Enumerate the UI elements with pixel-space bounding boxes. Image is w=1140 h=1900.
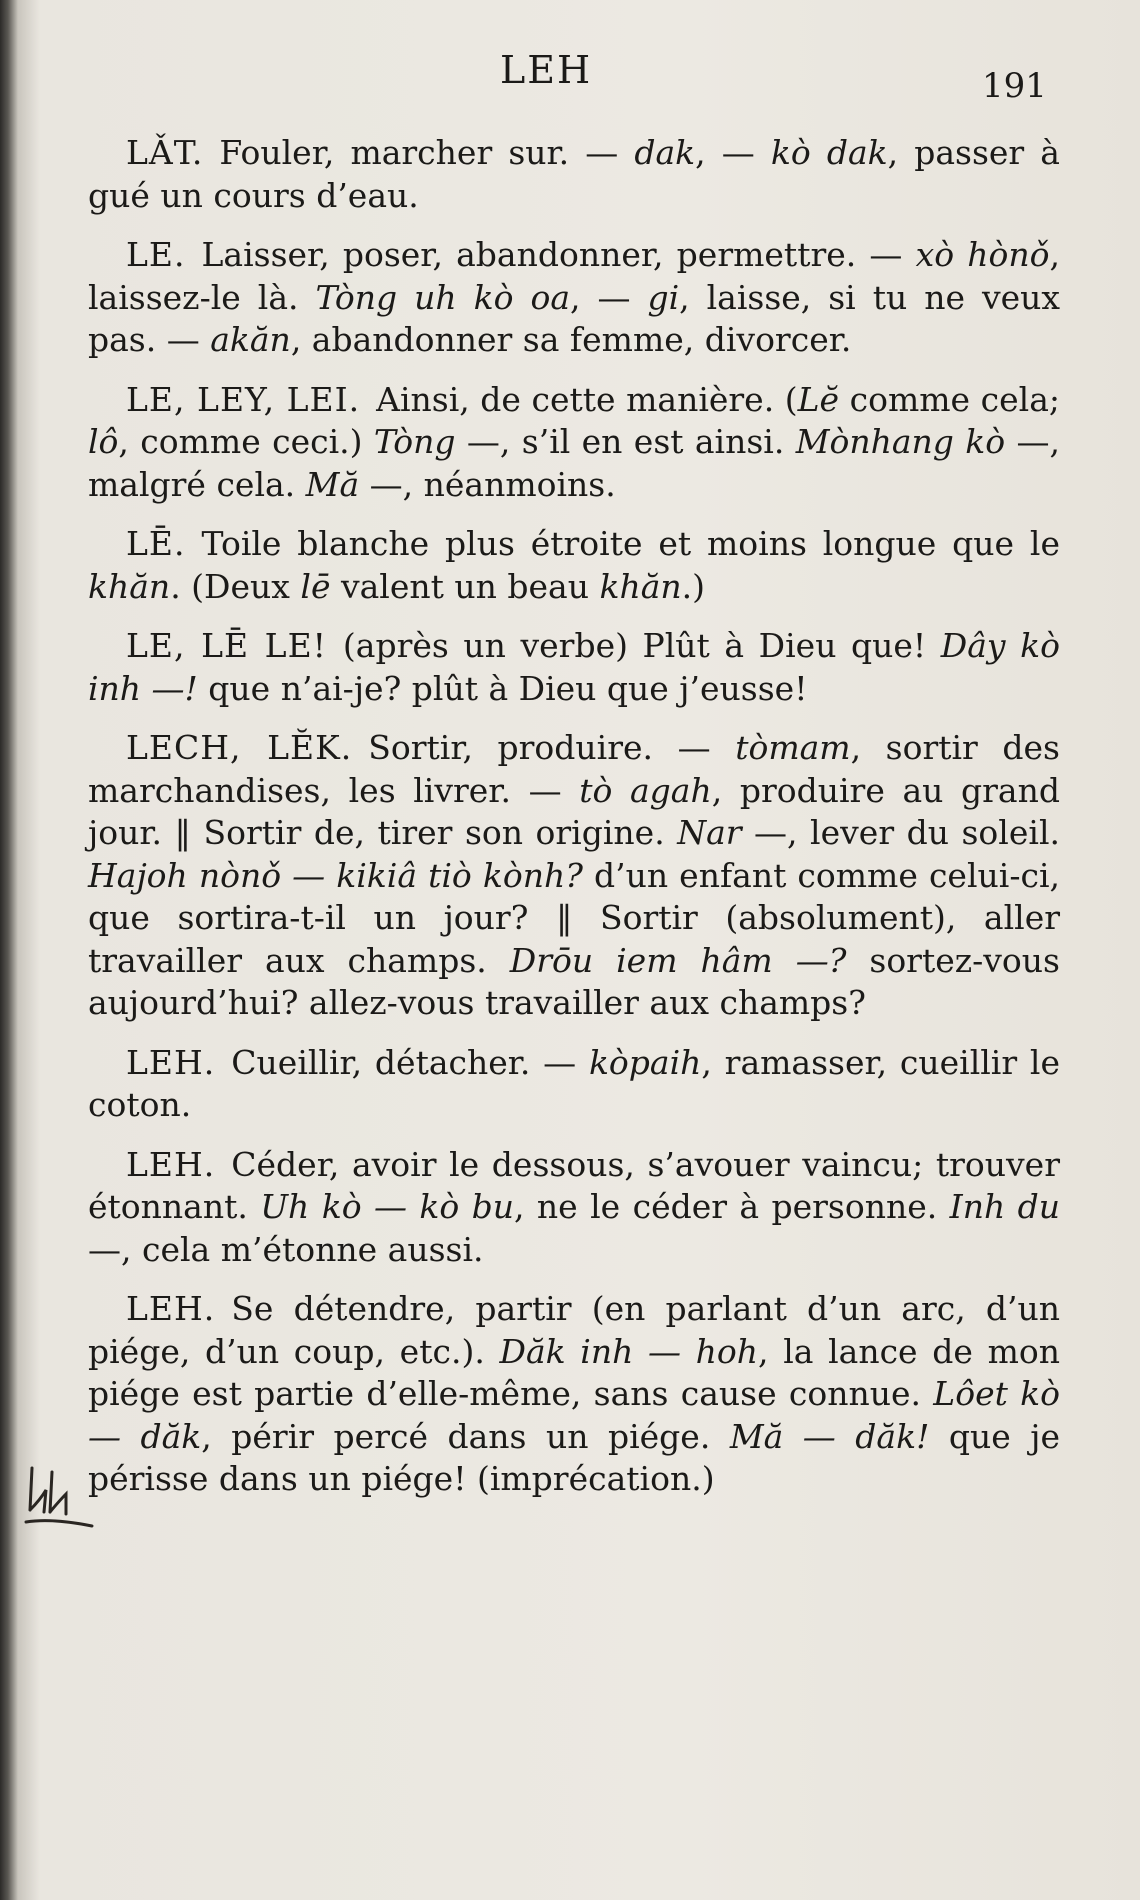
pencil-annotation-icon (22, 1460, 102, 1532)
entry-example: Nar (677, 813, 742, 852)
entry-definition: Céder, avoir le dessous, s’avouer vaincu; trouver étonnant. (88, 1144, 1060, 1226)
entry-example: tò agah (579, 770, 712, 810)
entry-headword: LǍT. (126, 133, 204, 172)
entry-example: akăn (210, 320, 291, 359)
handwritten-margin-note (22, 1460, 102, 1532)
entry-headword: LE, LĒ LE! (126, 626, 327, 665)
entry-example: tòmam (735, 728, 851, 767)
entry-example: Mă (305, 464, 360, 504)
dictionary-entry (88, 523, 1060, 608)
running-head-title: LEH (500, 48, 593, 92)
entry-example: lô (88, 422, 119, 461)
entry-definition: (après un verbe) Plût à Dieu que! (342, 626, 941, 665)
entry-example: khăn (88, 566, 171, 606)
entry-headword: LECH, LĔK. (126, 728, 353, 767)
entry-definition: , laissez-le là. (88, 235, 1061, 317)
entry-example: Hajoh nònǒ — kikiâ tiò kònh? (88, 855, 583, 895)
entry-definition: , ramasser, cueillir le coton. (88, 1042, 1060, 1124)
entry-definition: , laisse, si tu ne veux pas. — (88, 277, 1060, 359)
entry-definition: Fouler, marcher sur. — (219, 133, 635, 172)
entry-example: Lĕ (797, 379, 840, 419)
entry-definition: Cueillir, détacher. — (231, 1042, 589, 1082)
entry-definition: —, néanmoins. (359, 464, 616, 504)
dictionary-entries (88, 132, 1060, 1518)
entry-definition: Laisser, poser, abandonner, permettre. — (201, 235, 916, 274)
entry-definition: , sortir des marchandises, les livrer. — (88, 728, 1060, 810)
dictionary-entry (88, 1144, 1060, 1272)
dictionary-entry (88, 727, 1060, 1025)
entry-definition: , ne le céder à personne. (514, 1187, 950, 1226)
entry-example: khăn (599, 566, 682, 606)
entry-example: Tòng (373, 422, 456, 461)
entry-definition: —, lever du soleil. (741, 813, 1060, 852)
entry-example: gi (647, 277, 680, 317)
entry-headword: LE, LEY, LEI. (126, 379, 361, 419)
entry-example: xò hònǒ (915, 235, 1050, 274)
entry-definition: Toile blanche plus étroite et moins longue que le (201, 524, 1060, 563)
entry-example: Dây kò inh —! (88, 626, 1060, 708)
entry-example: lē (300, 566, 331, 606)
entry-definition: —, malgré cela. (88, 422, 1060, 504)
entry-definition: sortez-vous aujourd’hui? allez-vous travailler aux champs? (88, 940, 1060, 1022)
page-number: 191 (982, 66, 1047, 106)
entry-definition: valent un beau (330, 566, 600, 606)
entry-definition: —, s’il en est ainsi. (455, 422, 796, 461)
entry-definition: , périr percé dans un piége. (201, 1416, 730, 1456)
entry-definition: , abandonner sa femme, divorcer. (290, 320, 852, 359)
dictionary-entry (88, 1042, 1060, 1127)
entry-definition: que n’ai-je? plût à Dieu que j’eusse! (197, 668, 808, 708)
entry-definition: Sortir, produire. — (368, 728, 736, 767)
entry-definition: comme cela; (839, 379, 1060, 419)
entry-definition: d’un enfant comme celui-ci, que sortira-t-il un jour? ‖ Sortir (absolument), aller travailler aux champs. (88, 855, 1060, 980)
entry-example: Inh du (949, 1187, 1060, 1226)
entry-definition: , passer à gué un cours d’eau. (88, 133, 1060, 215)
entry-headword: LEH. (126, 1289, 216, 1328)
entry-example: Drōu iem hâm —? (509, 940, 847, 980)
entry-example: Tòng uh kò oa (315, 277, 570, 317)
running-head (0, 48, 1140, 106)
entry-headword: LĒ. (126, 524, 186, 563)
entry-definition: . (Deux (170, 566, 301, 606)
entry-definition: que je périsse dans un piége! (imprécation.) (88, 1416, 1060, 1498)
entry-definition: , comme ceci.) (118, 422, 374, 461)
entry-definition: .) (681, 566, 706, 606)
dictionary-entry (88, 625, 1060, 710)
entry-headword: LEH. (126, 1144, 216, 1184)
entry-definition: , — (570, 277, 648, 317)
entry-example: Mònhang kò (795, 422, 1006, 461)
entry-example: Mă — dăk! (729, 1416, 930, 1456)
entry-definition: Ainsi, de cette manière. ( (376, 379, 798, 419)
entry-definition: , — (695, 133, 771, 172)
dictionary-entry (88, 234, 1060, 362)
entry-example: Lôet kò — dăk (88, 1374, 1060, 1456)
entry-headword: LE. (126, 235, 186, 274)
dictionary-entry (88, 132, 1060, 217)
entry-definition: Se détendre, partir (en parlant d’un arc, d’un piége, d’un coup, etc.). (88, 1289, 1060, 1371)
entry-definition: , produire au grand jour. ‖ Sortir de, tirer son origine. (88, 770, 1060, 852)
entry-definition: , la lance de mon piége est partie d’elle-même, sans cause connue. (88, 1331, 1060, 1413)
dictionary-entry (88, 379, 1060, 507)
entry-headword: LEH. (126, 1042, 216, 1082)
entry-example: Uh kò — kò bu (260, 1187, 515, 1226)
dictionary-entry (88, 1288, 1060, 1501)
entry-example: Dăk inh — hoh (499, 1331, 759, 1371)
entry-example: kò dak (770, 133, 888, 172)
entry-definition: —, cela m’étonne aussi. (88, 1229, 484, 1269)
entry-example: kòpaih (588, 1042, 702, 1082)
entry-example: dak (634, 133, 696, 172)
